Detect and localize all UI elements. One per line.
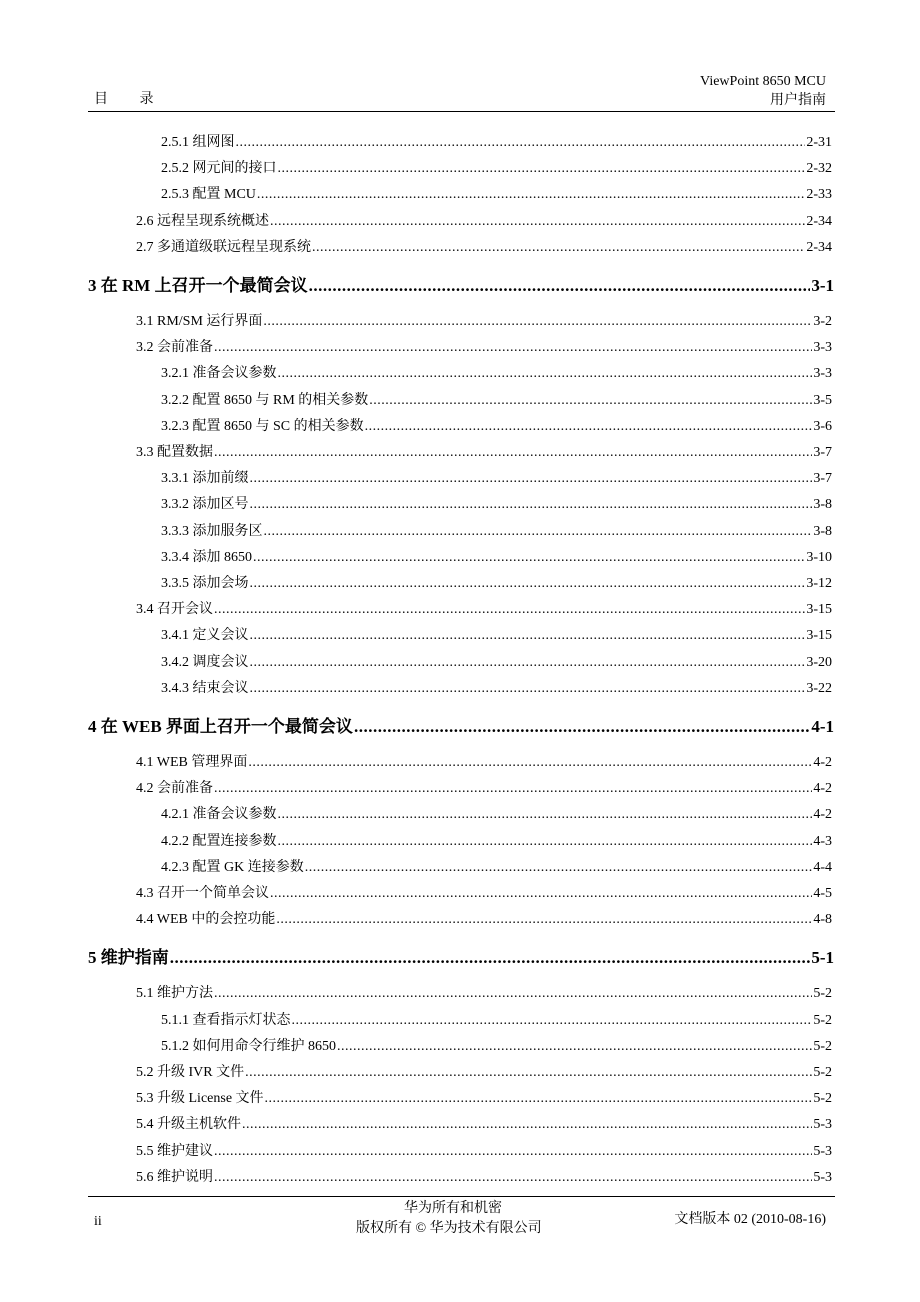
toc-entry[interactable] (161, 833, 832, 851)
toc-entry[interactable] (161, 470, 832, 488)
toc-leader-dots (242, 1116, 812, 1134)
toc-leader-dots (214, 1143, 812, 1161)
toc-entry-title: 4.2.2 配置连接参数 (161, 833, 277, 849)
toc-chapter-entry[interactable] (88, 948, 834, 968)
toc-entry-title: 5.6 维护说明 (136, 1169, 213, 1185)
toc-entry-page: 5-2 (813, 1065, 832, 1080)
toc-entry[interactable] (136, 1143, 832, 1161)
toc-entry[interactable] (136, 213, 832, 231)
toc-entry-title: 3.2.2 配置 8650 与 RM 的相关参数 (161, 392, 369, 408)
toc-entry-page: 3-5 (813, 392, 832, 408)
toc-leader-dots (250, 627, 806, 645)
toc-leader-dots (278, 806, 813, 824)
toc-entry[interactable] (161, 523, 832, 541)
toc-entry-title: 4.2.1 准备会议参数 (161, 807, 277, 823)
toc-entry[interactable] (161, 160, 832, 178)
toc-leader-dots (369, 392, 812, 410)
toc-entry-title: 5.1.2 如何用命令行维护 8650 (161, 1038, 336, 1054)
toc-entry-page: 3-12 (806, 576, 832, 591)
toc-leader-dots (250, 680, 806, 698)
toc-entry-page: 5-2 (813, 986, 832, 1002)
toc-entry-title: 3.3.4 添加 8650 (161, 549, 252, 565)
toc-entry-title: 4.3 召开一个简单会议 (136, 886, 269, 901)
toc-entry-page: 4-1 (811, 717, 834, 736)
toc-entry-title: 3.4.1 定义会议 (161, 628, 249, 644)
toc-entry-page: 3-2 (813, 314, 832, 329)
toc-leader-dots (250, 654, 806, 672)
toc-entry-page: 2-33 (806, 187, 832, 203)
toc-entry-title: 3.4.2 调度会议 (161, 654, 249, 670)
toc-entry[interactable] (161, 680, 832, 698)
toc-entry-title: 5.1 维护方法 (136, 986, 213, 1002)
toc-entry-title: 3.3.5 添加会场 (161, 576, 249, 591)
toc-entry-title: 3.2 会前准备 (136, 340, 213, 356)
toc-entry-title: 2.7 多通道级联远程呈现系统 (136, 239, 311, 255)
toc-leader-dots (214, 339, 812, 357)
toc-entry[interactable] (136, 754, 832, 772)
toc-leader-dots (250, 470, 813, 488)
toc-entry[interactable] (161, 1038, 832, 1056)
toc-entry-page: 3-22 (806, 680, 832, 696)
toc-entry-title: 3 在 RM 上召开一个最简会议 (88, 276, 308, 295)
toc-entry[interactable] (161, 496, 832, 514)
toc-entry-title: 3.2.1 准备会议参数 (161, 366, 277, 382)
toc-entry[interactable] (161, 134, 832, 152)
toc-entry-page: 2-34 (806, 213, 832, 229)
header-divider (88, 111, 835, 112)
toc-leader-dots (250, 496, 813, 514)
toc-entry[interactable] (161, 392, 832, 410)
toc-entry[interactable] (136, 444, 832, 462)
toc-leader-dots (214, 601, 805, 619)
toc-entry-page: 4-2 (813, 755, 832, 770)
toc-entry-page: 3-6 (813, 418, 832, 434)
toc-entry-title: 4 在 WEB 界面上召开一个最简会议 (88, 717, 353, 736)
toc-entry-page: 3-8 (813, 497, 832, 513)
toc-entry[interactable] (161, 654, 832, 672)
toc-entry-page: 3-15 (806, 602, 832, 618)
toc-entry-page: 3-15 (806, 628, 832, 644)
toc-leader-dots (278, 160, 806, 178)
toc-leader-dots (265, 1090, 813, 1108)
toc-entry-title: 4.4 WEB 中的会控功能 (136, 912, 276, 928)
header-guide: 用户指南 (770, 93, 826, 108)
toc-entry-title: 2.5.2 网元间的接口 (161, 161, 277, 177)
toc-entry-title: 3.3.2 添加区号 (161, 497, 249, 513)
toc-entry-page: 3-7 (813, 445, 832, 460)
toc-leader-dots (278, 365, 813, 383)
toc-entry-title: 4.2 会前准备 (136, 781, 213, 797)
toc-leader-dots (245, 1064, 812, 1082)
toc-entry-title: 3.3.3 添加服务区 (161, 523, 263, 539)
toc-entry-title: 4.2.3 配置 GK 连接参数 (161, 859, 304, 875)
toc-entry-page: 3-20 (806, 654, 832, 670)
toc-entry-page: 4-4 (813, 859, 832, 875)
toc-entry-title: 3.4 召开会议 (136, 602, 213, 618)
toc-leader-dots (305, 859, 813, 877)
toc-leader-dots (214, 444, 812, 462)
toc-entry-title: 5.4 升级主机软件 (136, 1117, 241, 1133)
toc-chapter-entry[interactable] (88, 717, 834, 737)
toc-entry-page: 4-2 (813, 807, 832, 823)
toc-entry-page: 2-34 (806, 239, 832, 255)
toc-leader-dots (292, 1012, 813, 1030)
toc-leader-dots (354, 717, 810, 737)
toc-leader-dots (278, 833, 813, 851)
toc-entry-page: 5-3 (813, 1143, 832, 1159)
toc-leader-dots (250, 575, 806, 593)
toc-entry-title: 5.5 维护建议 (136, 1143, 213, 1159)
toc-entry[interactable] (136, 911, 832, 929)
toc-leader-dots (253, 549, 805, 567)
toc-entry-title: 5.2 升级 IVR 文件 (136, 1065, 245, 1080)
toc-entry-page: 3-3 (813, 366, 832, 382)
toc-entry[interactable] (136, 985, 832, 1003)
toc-entry-title: 3.2.3 配置 8650 与 SC 的相关参数 (161, 418, 364, 434)
toc-entry-page: 5-2 (813, 1012, 832, 1028)
footer-page-number: ii (94, 1214, 102, 1229)
toc-leader-dots (214, 780, 812, 798)
toc-entry[interactable] (136, 239, 832, 257)
toc-leader-dots (214, 1169, 812, 1187)
toc-leader-dots (270, 885, 812, 903)
toc-entry-page: 4-3 (813, 833, 832, 849)
toc-entry-page: 3-1 (811, 276, 834, 295)
toc-entry-page: 5-2 (813, 1091, 832, 1107)
toc-entry[interactable] (161, 859, 832, 877)
toc-entry-page: 5-3 (813, 1169, 832, 1185)
toc-leader-dots (270, 213, 805, 231)
toc-entry-title: 3.3.1 添加前缀 (161, 471, 249, 487)
toc-entry-page: 2-31 (806, 135, 832, 150)
toc-entry[interactable] (136, 601, 832, 619)
toc-leader-dots (236, 134, 806, 152)
toc-entry-title: 3.3 配置数据 (136, 445, 213, 460)
toc-entry[interactable] (136, 1090, 832, 1108)
toc-entry-title: 2.5.1 组网图 (161, 135, 235, 150)
toc-entry-page: 5-2 (813, 1038, 832, 1054)
toc-entry[interactable] (161, 1012, 832, 1030)
toc-entry-page: 4-2 (813, 781, 832, 797)
toc-entry[interactable] (136, 1116, 832, 1134)
toc-entry-title: 4.1 WEB 管理界面 (136, 755, 248, 770)
toc-leader-dots (337, 1038, 812, 1056)
toc-entry[interactable] (161, 186, 832, 204)
toc-leader-dots (263, 313, 812, 331)
toc-leader-dots (312, 239, 805, 257)
footer-divider (88, 1196, 835, 1197)
toc-entry-page: 4-5 (813, 886, 832, 901)
header-section: 目 录 (94, 92, 168, 107)
toc-chapter-entry[interactable] (88, 276, 834, 296)
toc-entry[interactable] (161, 418, 832, 436)
footer-version: 文档版本 02 (2010-08-16) (674, 1212, 826, 1227)
toc-entry-page: 3-3 (813, 340, 832, 356)
footer-copyright: 版权所有 © 华为技术有限公司 (356, 1221, 542, 1236)
toc-entry[interactable] (161, 549, 832, 567)
footer-confidential: 华为所有和机密 (404, 1201, 502, 1216)
toc-entry[interactable] (136, 885, 832, 903)
toc-leader-dots (365, 418, 813, 436)
toc-entry[interactable] (136, 339, 832, 357)
toc-leader-dots (248, 754, 812, 772)
toc-leader-dots (276, 911, 812, 929)
toc-entry-page: 5-3 (813, 1117, 832, 1133)
toc-entry-page: 2-32 (806, 161, 832, 177)
toc-entry-title: 3.4.3 结束会议 (161, 680, 249, 696)
toc-leader-dots (309, 276, 811, 296)
header-product: ViewPoint 8650 MCU (700, 74, 826, 89)
toc-entry-title: 2.6 远程呈现系统概述 (136, 213, 269, 229)
toc-entry-title: 2.5.3 配置 MCU (161, 187, 256, 203)
toc-entry[interactable] (136, 1169, 832, 1187)
toc-entry[interactable] (161, 365, 832, 383)
toc-entry-title: 3.1 RM/SM 运行界面 (136, 314, 263, 329)
toc-entry-page: 4-8 (813, 912, 832, 928)
toc-entry[interactable] (161, 575, 832, 593)
toc-leader-dots (170, 948, 811, 968)
toc-entry-title: 5.3 升级 License 文件 (136, 1091, 264, 1107)
toc-entry[interactable] (161, 806, 832, 824)
toc-entry[interactable] (136, 313, 832, 331)
toc-leader-dots (214, 985, 812, 1003)
toc-entry-title: 5 维护指南 (88, 948, 169, 968)
toc-entry-page: 3-8 (813, 523, 832, 539)
toc-entry[interactable] (161, 627, 832, 645)
toc-entry-page: 3-7 (813, 471, 832, 487)
toc-entry[interactable] (136, 780, 832, 798)
toc-entry-page: 5-1 (811, 948, 834, 968)
toc-entry[interactable] (136, 1064, 832, 1082)
toc-leader-dots (264, 523, 813, 541)
toc-entry-title: 5.1.1 查看指示灯状态 (161, 1012, 291, 1028)
toc-entry-page: 3-10 (806, 549, 832, 565)
toc-leader-dots (257, 186, 805, 204)
